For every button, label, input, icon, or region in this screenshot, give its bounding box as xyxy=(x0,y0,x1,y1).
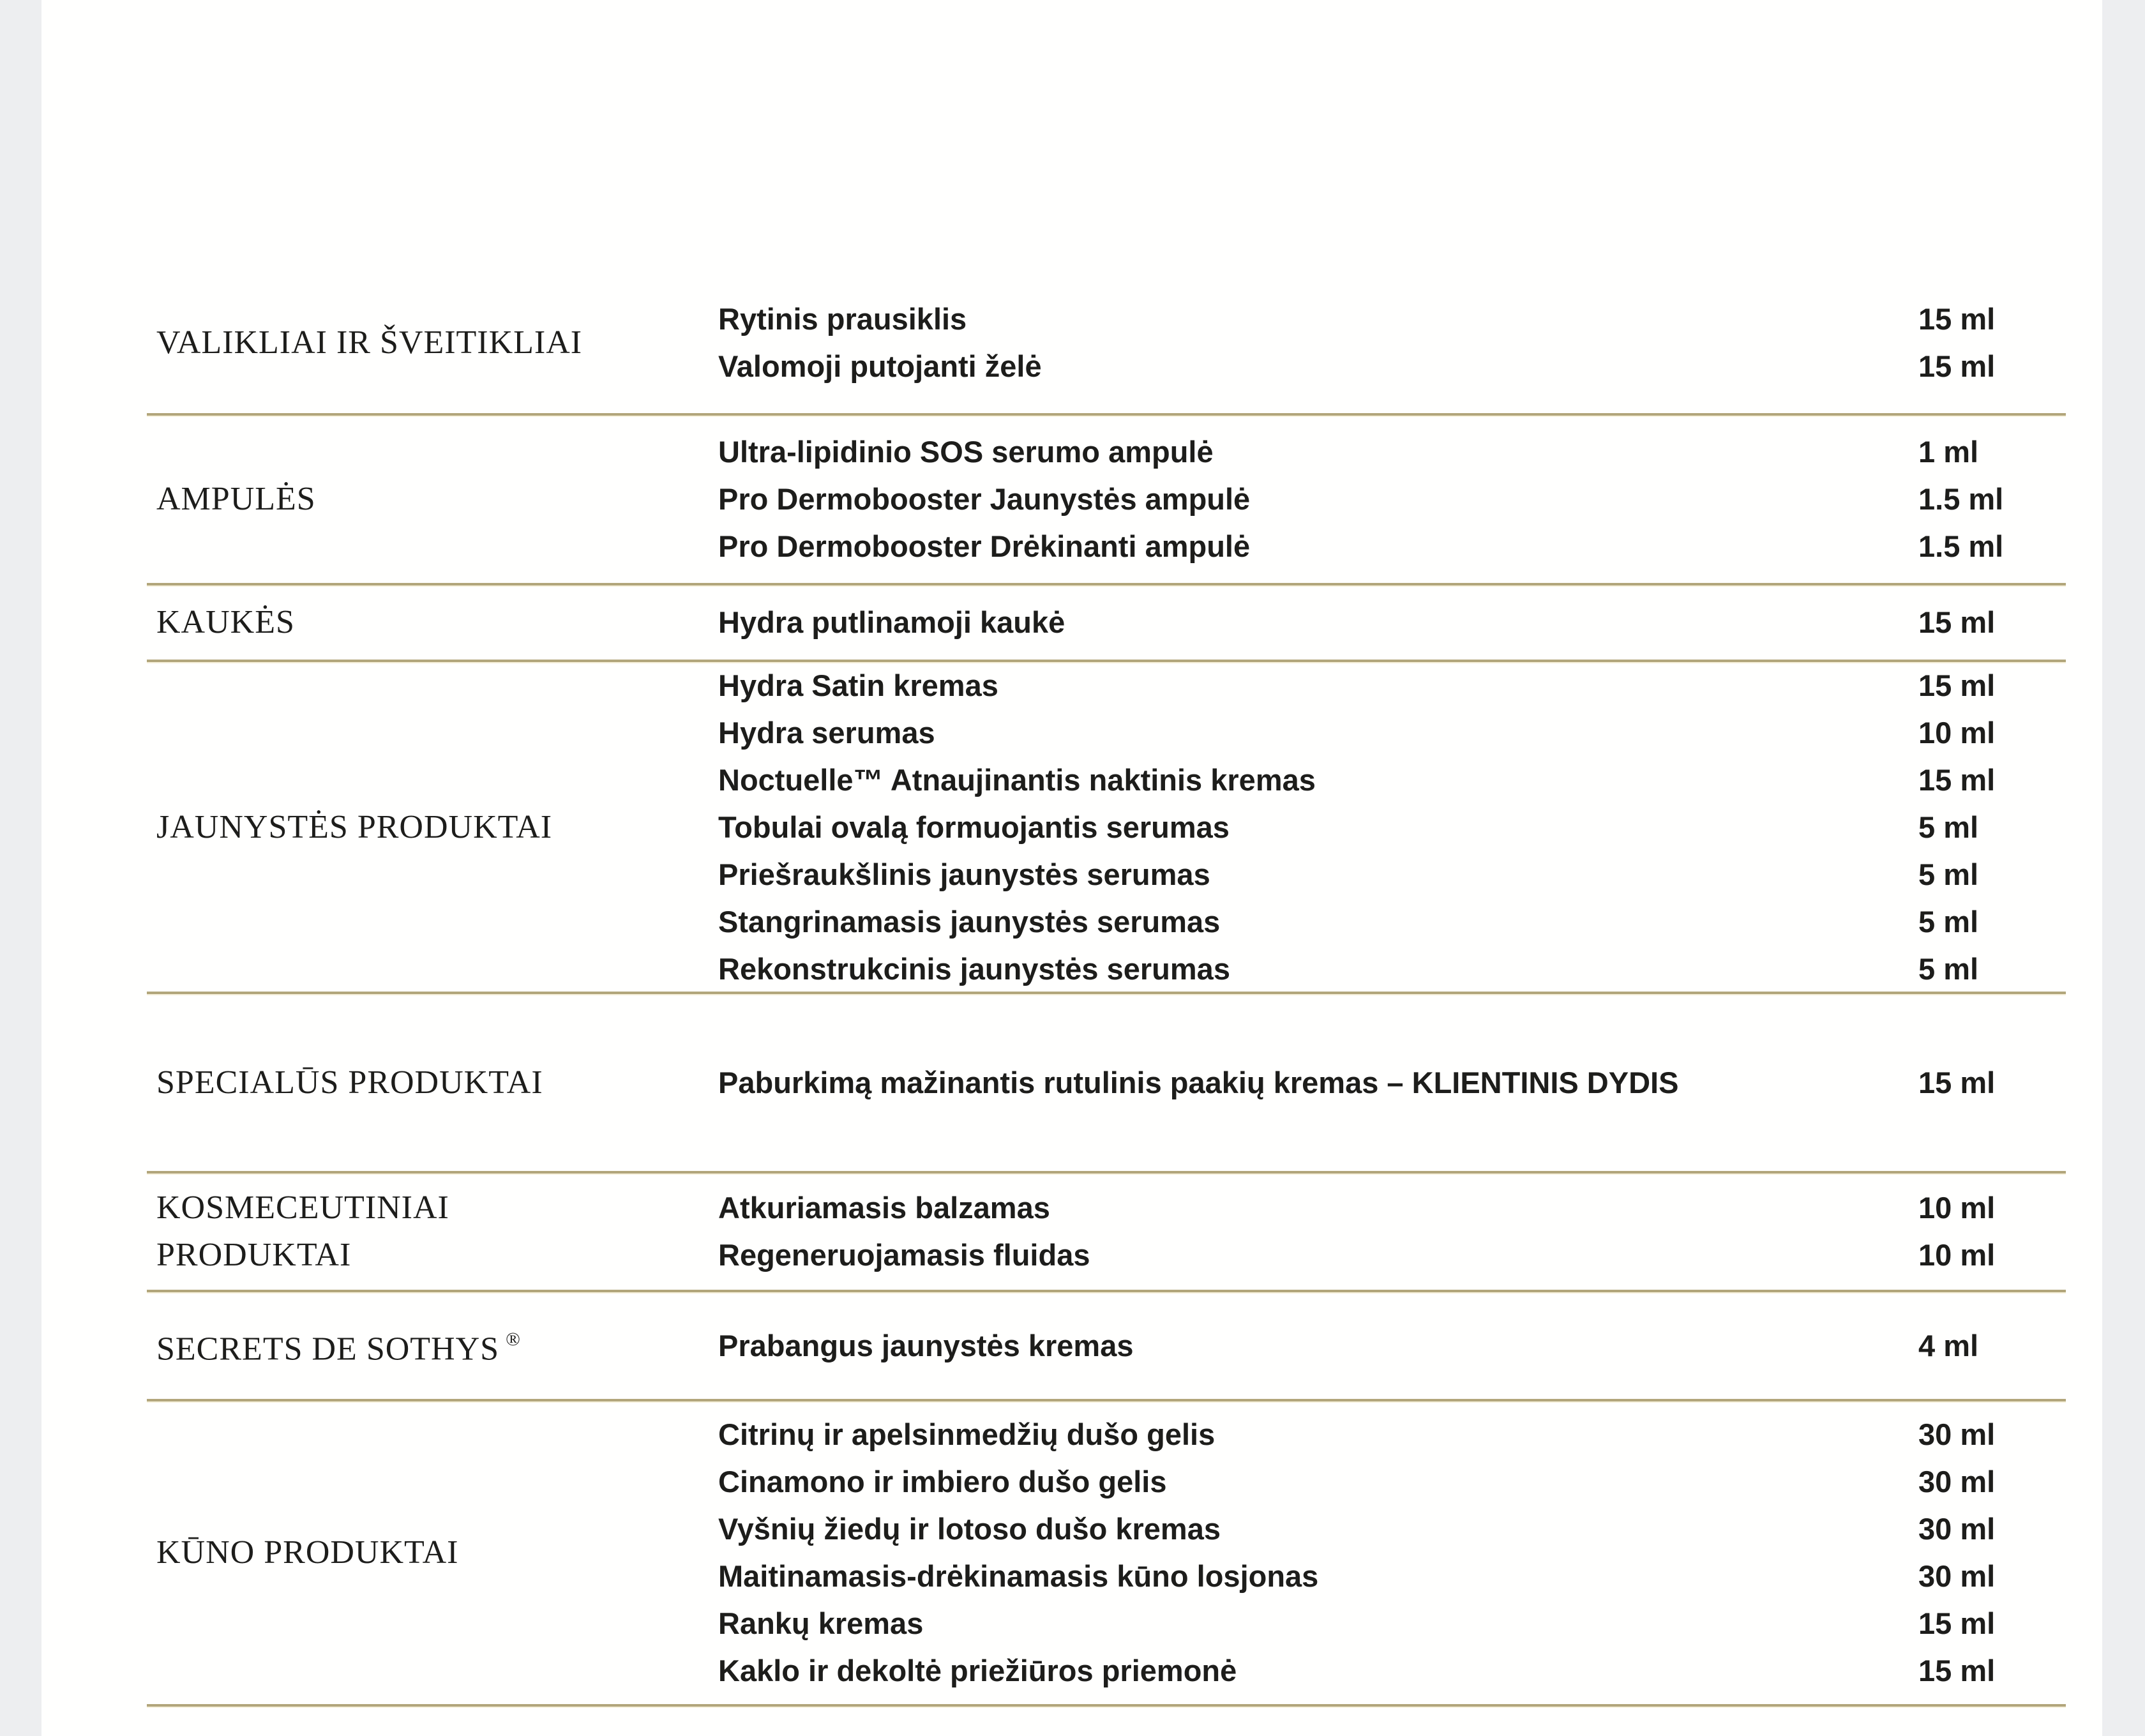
category-cell xyxy=(156,994,718,1171)
registered-trademark-symbol: ® xyxy=(506,1328,521,1350)
product-line xyxy=(718,757,1918,804)
product-list xyxy=(718,662,1918,993)
product-name: Hydra serumas xyxy=(718,716,935,750)
product-name: Citrinų ir apelsinmedžių dušo gelis xyxy=(718,1417,1216,1451)
product-line xyxy=(718,1647,1918,1694)
category-label xyxy=(156,1529,718,1576)
product-line xyxy=(718,1232,1918,1279)
size-list xyxy=(1918,0,2066,413)
size-value: 1 ml xyxy=(1918,435,1979,469)
size-value: 15 ml xyxy=(1918,1065,1996,1099)
product-line xyxy=(718,946,1918,993)
category-label-text: VALIKLIAI IR ŠVEITIKLIAI xyxy=(156,324,583,361)
product-name: Tobulai ovalą formuojantis serumas xyxy=(718,810,1230,844)
product-name: Rankų kremas xyxy=(718,1606,924,1640)
category-cell xyxy=(156,1292,718,1399)
document-page xyxy=(41,0,2102,1736)
product-name: Hydra putlinamoji kaukė xyxy=(718,605,1065,639)
size-value: 30 ml xyxy=(1918,1559,1996,1593)
category-label-text: KŪNO PRODUKTAI xyxy=(156,1534,459,1571)
product-name: Vyšnių žiedų ir lotoso dušo kremas xyxy=(718,1512,1221,1546)
product-name: Regeneruojamasis fluidas xyxy=(718,1238,1090,1272)
size-value: 5 ml xyxy=(1918,810,1979,844)
right-margin-band xyxy=(2102,0,2145,1736)
category-cell xyxy=(156,662,718,993)
category-label-text: JAUNYSTĖS PRODUKTAI xyxy=(156,809,553,845)
product-name: Noctuelle™ Atnaujinantis naktinis kremas xyxy=(718,763,1316,797)
product-name: Priešraukšlinis jaunystės serumas xyxy=(718,857,1210,891)
product-list xyxy=(718,585,1918,660)
product-list xyxy=(718,1401,1918,1704)
product-list xyxy=(718,416,1918,583)
category-cell xyxy=(156,585,718,660)
product-name: Pro Dermobooster Drėkinanti ampulė xyxy=(718,529,1251,563)
product-line xyxy=(718,428,1918,476)
product-line xyxy=(718,343,1918,390)
size-value: 30 ml xyxy=(1918,1417,1996,1451)
size-value: 15 ml xyxy=(1918,605,1996,639)
category-cell xyxy=(156,416,718,583)
section-row xyxy=(147,1174,2066,1292)
size-list xyxy=(1918,416,2066,583)
category-label xyxy=(156,599,718,646)
size-value: 4 ml xyxy=(1918,1328,1979,1362)
section-row xyxy=(147,1292,2066,1401)
section-row xyxy=(147,662,2066,994)
category-cell xyxy=(156,0,718,413)
product-line xyxy=(718,523,1918,570)
product-line xyxy=(718,599,1918,646)
size-value: 30 ml xyxy=(1918,1465,1996,1498)
category-label xyxy=(156,319,718,366)
product-name: Valomoji putojanti želė xyxy=(718,349,1042,383)
size-value: 15 ml xyxy=(1918,349,1996,383)
product-line xyxy=(718,898,1918,946)
left-margin-band xyxy=(0,0,41,1736)
size-value: 30 ml xyxy=(1918,1512,1996,1546)
size-list xyxy=(1918,1401,2066,1704)
product-name: Maitinamasis-drėkinamasis kūno losjonas xyxy=(718,1559,1319,1593)
size-value: 10 ml xyxy=(1918,1238,1996,1272)
size-value: 15 ml xyxy=(1918,302,1996,336)
product-name-emphasis: KLIENTINIS DYDIS xyxy=(1411,1065,1679,1099)
size-value: 5 ml xyxy=(1918,857,1979,891)
product-name: Stangrinamasis jaunystės serumas xyxy=(718,905,1221,939)
product-line xyxy=(718,851,1918,898)
size-list xyxy=(1918,1292,2066,1399)
section-row xyxy=(147,1401,2066,1707)
product-line xyxy=(718,804,1918,851)
product-name: Hydra Satin kremas xyxy=(718,668,998,702)
size-list xyxy=(1918,1174,2066,1290)
size-value: 15 ml xyxy=(1918,668,1996,702)
category-label-text: KAUKĖS xyxy=(156,604,295,640)
product-line xyxy=(718,1600,1918,1647)
product-line xyxy=(718,1458,1918,1506)
category-label-text: SPECIALŪS PRODUKTAI xyxy=(156,1064,543,1101)
category-label xyxy=(156,1318,718,1373)
product-name: Rekonstrukcinis jaunystės serumas xyxy=(718,952,1230,986)
size-value: 5 ml xyxy=(1918,905,1979,939)
category-label-text: PRODUKTAI xyxy=(156,1237,352,1273)
product-name: Pro Dermobooster Jaunystės ampulė xyxy=(718,482,1251,516)
category-label xyxy=(156,1232,718,1279)
section-row xyxy=(147,994,2066,1174)
product-name: Cinamono ir imbiero dušo gelis xyxy=(718,1465,1167,1498)
product-line xyxy=(718,1506,1918,1553)
product-line xyxy=(718,1184,1918,1232)
size-value: 10 ml xyxy=(1918,1191,1996,1225)
size-list xyxy=(1918,994,2066,1171)
size-value: 10 ml xyxy=(1918,716,1996,750)
section-row xyxy=(147,0,2066,416)
size-value: 15 ml xyxy=(1918,1654,1996,1687)
size-value: 1.5 ml xyxy=(1918,482,2004,516)
product-line xyxy=(718,1411,1918,1458)
category-cell xyxy=(156,1174,718,1290)
section-row xyxy=(147,416,2066,585)
category-cell xyxy=(156,1401,718,1704)
category-label xyxy=(156,1184,718,1232)
product-name: Atkuriamasis balzamas xyxy=(718,1191,1050,1225)
product-line xyxy=(718,1553,1918,1600)
size-value: 5 ml xyxy=(1918,952,1979,986)
category-label-text: KOSMECEUTINIAI xyxy=(156,1189,449,1226)
product-line xyxy=(718,662,1918,709)
size-value: 15 ml xyxy=(1918,763,1996,797)
product-name: Ultra-lipidinio SOS serumo ampulė xyxy=(718,435,1214,469)
size-list xyxy=(1918,585,2066,660)
product-line xyxy=(718,1322,1918,1370)
product-list xyxy=(718,1174,1918,1290)
product-name: Kaklo ir dekoltė priežiūros priemonė xyxy=(718,1654,1237,1687)
category-label xyxy=(156,1059,718,1106)
section-row xyxy=(147,585,2066,662)
category-label xyxy=(156,804,718,851)
size-value: 1.5 ml xyxy=(1918,529,2004,563)
product-name: Paburkimą mažinantis rutulinis paakių kremas – xyxy=(718,1065,1412,1099)
product-line xyxy=(718,1059,1918,1106)
product-line xyxy=(718,476,1918,523)
product-list xyxy=(718,994,1918,1171)
category-label-text: SECRETS DE SOTHYS xyxy=(156,1331,500,1368)
category-label-text: AMPULĖS xyxy=(156,481,316,517)
product-line xyxy=(718,709,1918,757)
product-line xyxy=(718,296,1918,343)
size-list xyxy=(1918,662,2066,993)
product-list xyxy=(718,0,1918,413)
product-list xyxy=(718,1292,1918,1399)
product-size-table xyxy=(41,0,2102,1707)
product-name: Prabangus jaunystės kremas xyxy=(718,1328,1134,1362)
category-label xyxy=(156,476,718,523)
product-name: Rytinis prausiklis xyxy=(718,302,967,336)
size-value: 15 ml xyxy=(1918,1606,1996,1640)
